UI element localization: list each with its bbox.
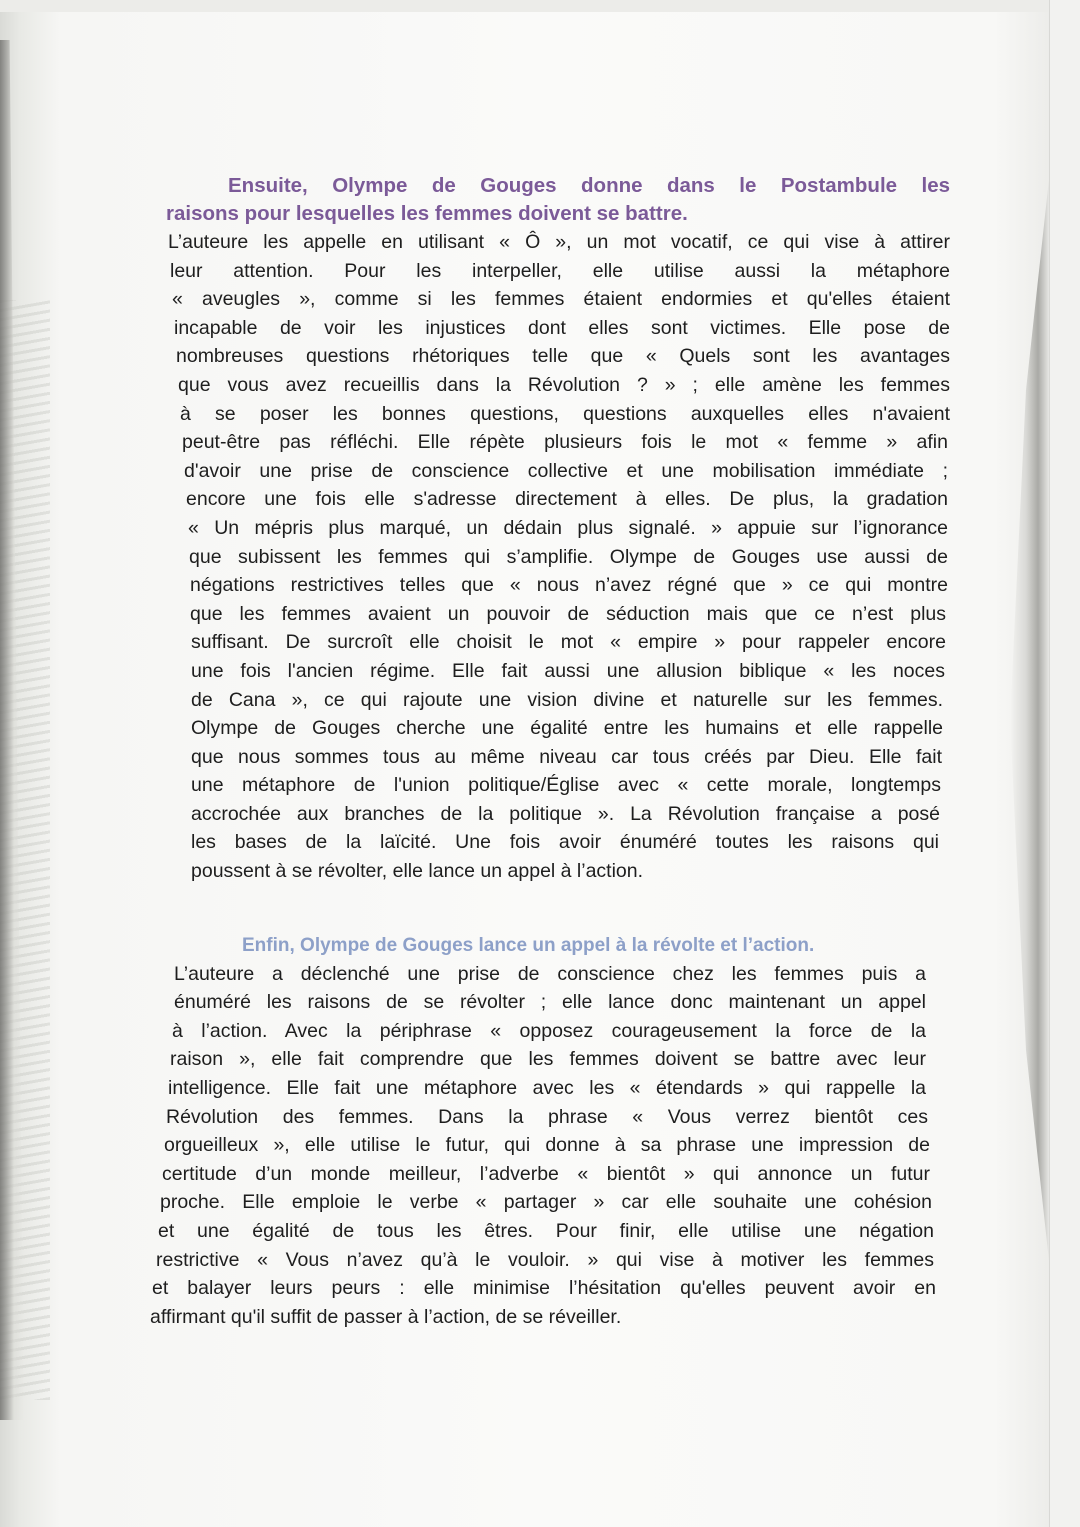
section-heading: Enfin, Olympe de Gouges lance un appel à la révolte et l’action.	[242, 934, 815, 956]
top-edge	[0, 0, 1080, 12]
section-gap	[150, 886, 950, 932]
paragraph: L’auteure les appelle en utilisant « Ô », un mot vocatif, ce qui vise à attirer leur attention. Pour les interpeller, elle utilise aussi la métaphore « aveugles », comme si les femmes étaient endormies et qu'elles étaient incapable de voir les injustices dont elles sont victimes. Elle pose de nombreuses questions rhétoriques telle que « Quels sont les avantages que vous avez recueillis dans la Révolution ? » ; elle amène les femmes à se poser les bonnes questions, questions auxquelles elles n'avaient peut-être pas réfléchi. Elle répète plusieurs fois le mot « femme » afin d'avoir une prise de conscience collective et une mobilisation immédiate ; encore une fois elle s'adresse directement à elles. De plus, la gradation « Un mépris plus marqué, un dédain plus signalé. » appuie sur l’ignorance que subissent les femmes qui s’amplifie. Olympe de Gouges use aussi de négations restrictives telles que « nous n’avez régné que » ce qui montre que les femmes avaient un pouvoir de séduction mais que ce n’est plus suffisant. De surcroît elle choisit le mot « empire » pour rappeler encore une fois l'ancien régime. Elle fait aussi une allusion biblique « les noces de Cana », ce qui rajoute une vision divine et naturelle sur les femmes. Olympe de Gouges cherche une égalité entre les humains et elle rappelle que nous sommes tous au même niveau car tous créés par Dieu. Elle fait une métaphore de l'union politique/Église avec « cette morale, longtemps accrochée aux branches de la politique ». La Révolution française a posé les bases de la laïcité. Une fois avoir énuméré toutes les raisons qui poussent à se révolter, elle lance un appel à l’action.	[168, 231, 950, 883]
section-postambule-reasons	[150, 172, 950, 886]
right-page-edge	[1049, 0, 1080, 1527]
section-heading: Ensuite, Olympe de Gouges donne dans le Postambule les	[228, 174, 950, 197]
section-heading-continued: raisons pour lesquelles les femmes doivent se battre.	[166, 202, 688, 225]
section-call-to-action	[150, 932, 950, 1332]
paragraph: L’auteure a déclenché une prise de conscience chez les femmes puis a énuméré les raisons de se révolter ; elle lance donc maintenant un appel à l’action. Avec la périphrase « opposez courageusement la force de la raison », elle fait comprendre que les femmes doivent se battre avec leur intelligence. Elle fait une métaphore avec les « étendards » qui rappelle la Révolution des femmes. Dans la phrase « Vous verrez bientôt ces orgueilleux », elle utilise le futur, qui donne à sa phrase une impression de certitude d’un monde meilleur, l’adverbe « bientôt » qui annonce un futur proche. Elle emploie le verbe « partager » car elle souhaite une cohésion et une égalité de tous les êtres. Pour finir, elle utilise une négation restrictive « Vous n’avez qu’à le vouloir. » qui vise à motiver les femmes et balayer leurs peurs : elle minimise l’hésitation qu'elles peuvent avoir en affirmant qu'il suffit de passer à l’action, de se réveiller.	[150, 962, 936, 1328]
document-page	[150, 172, 950, 1331]
